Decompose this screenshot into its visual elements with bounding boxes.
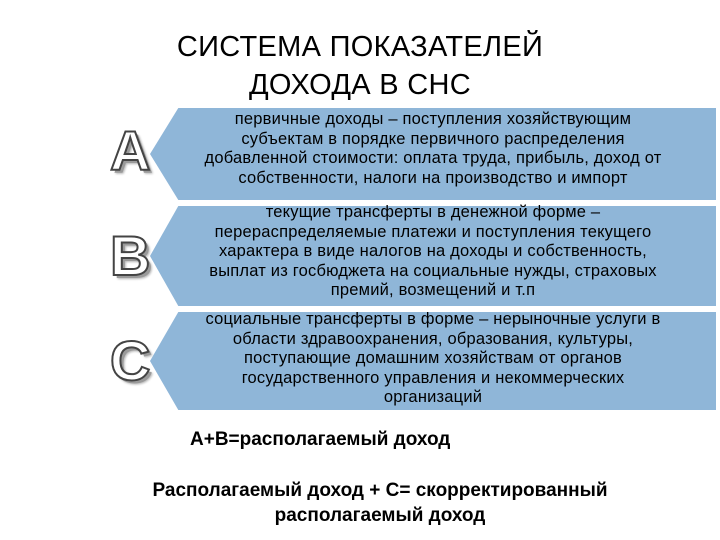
formula-disposable-income: А+В=располагаемый доход [190, 429, 451, 450]
band-b-line: премий, возмещений и т.п [330, 281, 536, 299]
band-a-line: собственности, налоги на производство и импорт [238, 168, 628, 187]
band-c-line: социальные трансферты в форме – нерыночные услуги в [205, 310, 661, 328]
band-b-line: выплат из госбюджета на социальные нужды, страховых [209, 261, 657, 280]
formula-adjusted-line-2: располагаемый доход [274, 505, 486, 526]
band-c-line: области здравоохранения, образования, культуры, [232, 329, 634, 348]
letter-c: C [110, 329, 151, 392]
band-a-line: первичные доходы – поступления хозяйствующим [234, 110, 632, 128]
band-a-line: субъектам в порядке первичного распределения [241, 129, 625, 148]
band-b-text [150, 203, 716, 301]
band-b-line: текущие трансферты в денежной форме – [265, 203, 601, 221]
letter-b: B [110, 224, 151, 287]
band-a-line: добавленной стоимости: оплата труда, прибыль, доход от [204, 149, 662, 167]
band-b-line: характера в виде налогов на доходы и собственность, [219, 242, 647, 260]
letter-a: A [110, 119, 151, 182]
page-title [150, 28, 570, 104]
formula-adjusted-income [60, 478, 700, 528]
band-c-line: поступающие домашним хозяйствам от органов [243, 349, 623, 367]
title-line-1: СИСТЕМА ПОКАЗАТЕЛЕЙ [176, 31, 544, 63]
band-c-line: государственного управления и некоммерческих [241, 368, 625, 387]
formula-adjusted-line-1: Располагаемый доход + С= скорректированный [152, 480, 608, 501]
band-c-line: организаций [383, 388, 483, 406]
band-c-text [150, 310, 716, 408]
band-b-line: перераспределяемые платежи и поступления текущего [214, 222, 652, 241]
title-line-2: ДОХОДА В СНС [248, 69, 472, 101]
band-a-text [150, 110, 716, 188]
